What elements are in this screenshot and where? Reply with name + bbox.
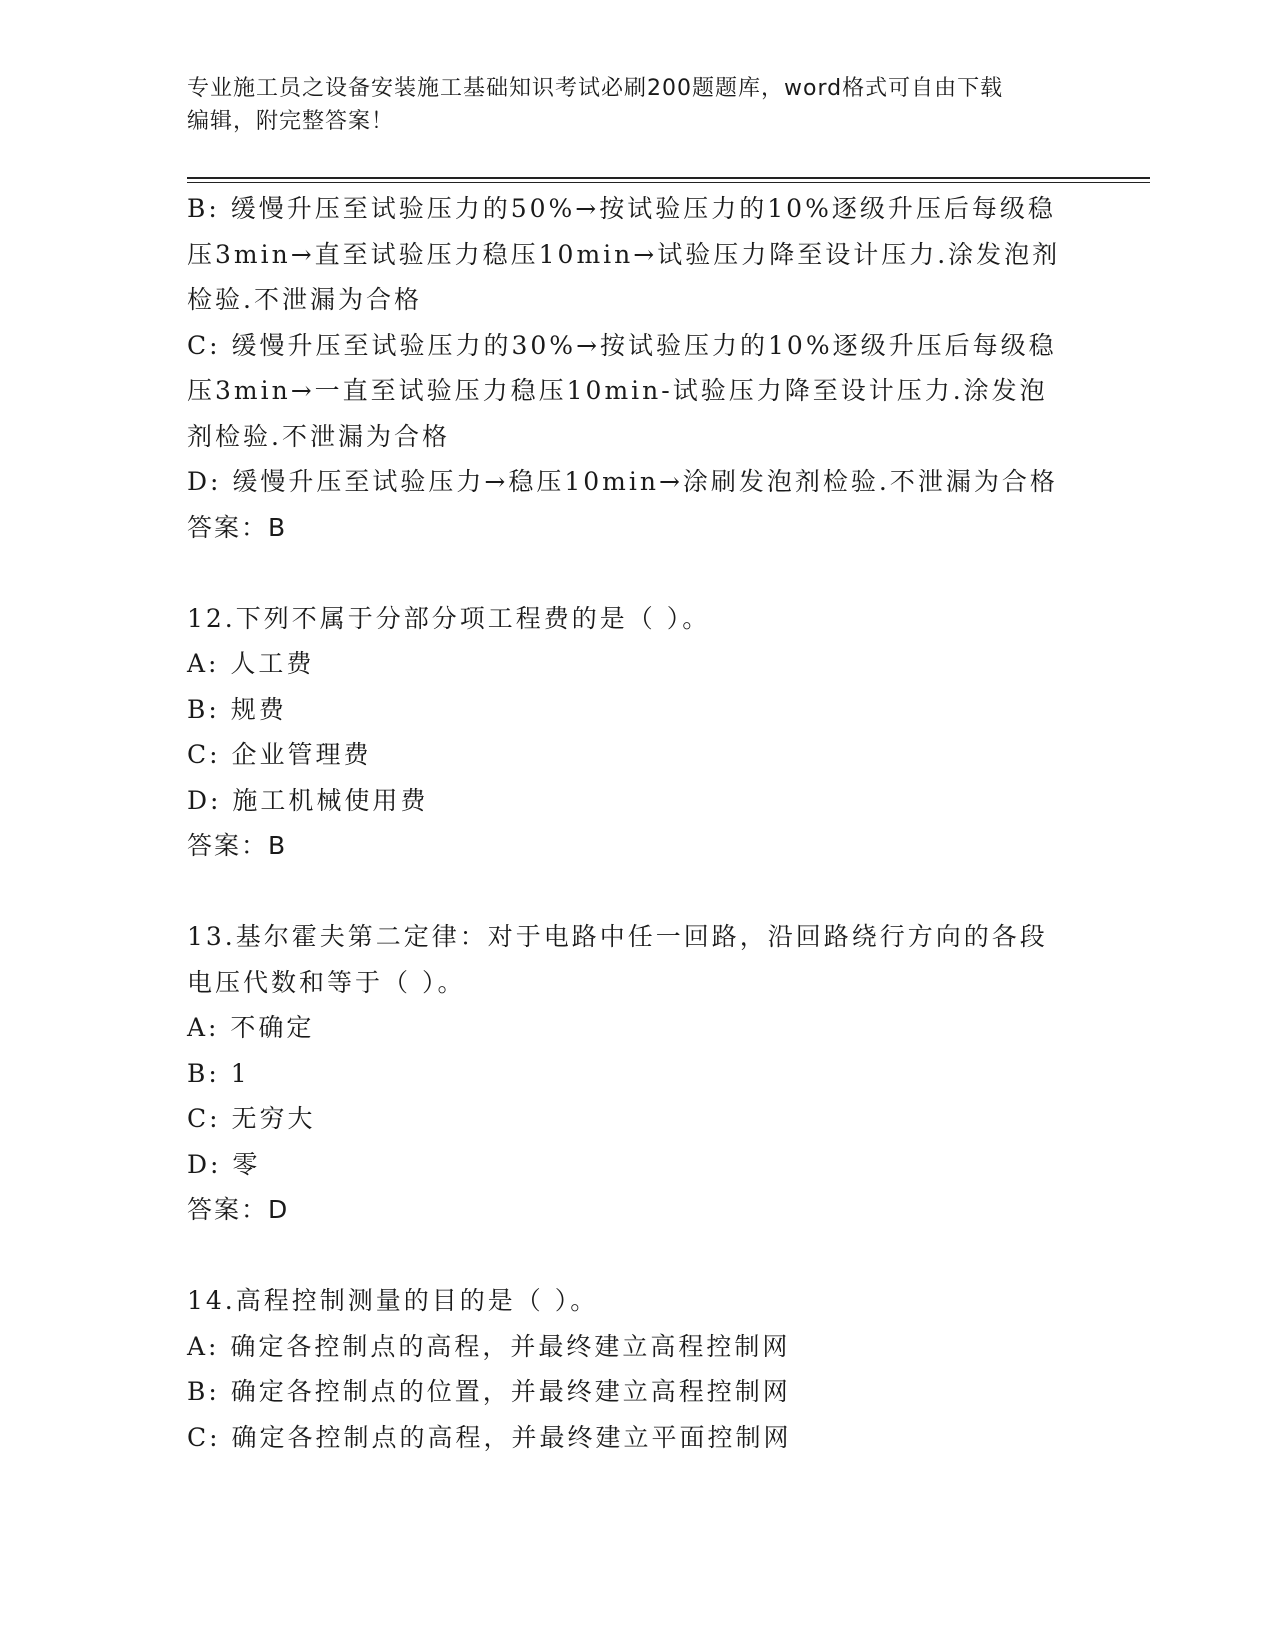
answer-line: 答案：B	[187, 512, 288, 542]
answer-line: 答案：B	[187, 831, 288, 860]
header-divider	[187, 177, 1150, 183]
option-c: C: 无穷大	[187, 1104, 316, 1133]
option-line: 压3min→直至试验压力稳压10min→试验压力降至设计压力.涂发泡剂	[187, 239, 1061, 269]
option-b: B: 确定各控制点的位置，并最终建立高程控制网	[187, 1377, 791, 1406]
page-header	[187, 72, 1087, 138]
question-stem: 电压代数和等于（ ）。	[187, 967, 466, 997]
header-line-1: 专业施工员之设备安装施工基础知识考试必刷200题题库，word格式可自由下载	[187, 76, 1004, 101]
answer-line: 答案：D	[187, 1195, 290, 1224]
header-line-2: 编辑，附完整答案！	[187, 109, 395, 134]
option-line: 剂检验.不泄漏为合格	[187, 421, 450, 451]
question-14	[187, 1278, 1087, 1460]
option-a: A: 确定各控制点的高程，并最终建立高程控制网	[187, 1331, 791, 1361]
question-stem: 12.下列不属于分部分项工程费的是（ ）。	[187, 603, 711, 633]
option-line: 检验.不泄漏为合格	[187, 285, 422, 314]
option-b: B: 规费	[187, 694, 287, 724]
option-line: B: 缓慢升压至试验压力的50%→按试验压力的10%逐级升压后每级稳	[187, 194, 1056, 223]
option-line: D: 缓慢升压至试验压力→稳压10min→涂刷发泡剂检验.不泄漏为合格	[187, 467, 1058, 496]
spacer	[187, 1233, 1087, 1279]
question-stem: 14.高程控制测量的目的是（ ）。	[187, 1286, 599, 1315]
option-c: C: 企业管理费	[187, 740, 372, 769]
option-c: C: 确定各控制点的高程，并最终建立平面控制网	[187, 1422, 792, 1452]
spacer	[187, 550, 1087, 596]
spacer	[187, 869, 1087, 915]
question-13	[187, 914, 1087, 1233]
option-b: B: 1	[187, 1058, 250, 1088]
question-11-continuation	[187, 186, 1087, 550]
question-stem: 13.基尔霍夫第二定律：对于电路中任一回路，沿回路绕行方向的各段	[187, 922, 1048, 951]
option-line: 压3min→一直至试验压力稳压10min-试验压力降至设计压力.涂发泡	[187, 376, 1048, 405]
option-a: A: 人工费	[187, 649, 315, 678]
question-list	[187, 186, 1087, 1460]
option-d: D: 零	[187, 1149, 261, 1179]
question-12	[187, 596, 1087, 869]
option-line: C: 缓慢升压至试验压力的30%→按试验压力的10%逐级升压后每级稳	[187, 330, 1057, 360]
option-a: A: 不确定	[187, 1013, 315, 1042]
option-d: D: 施工机械使用费	[187, 785, 429, 815]
